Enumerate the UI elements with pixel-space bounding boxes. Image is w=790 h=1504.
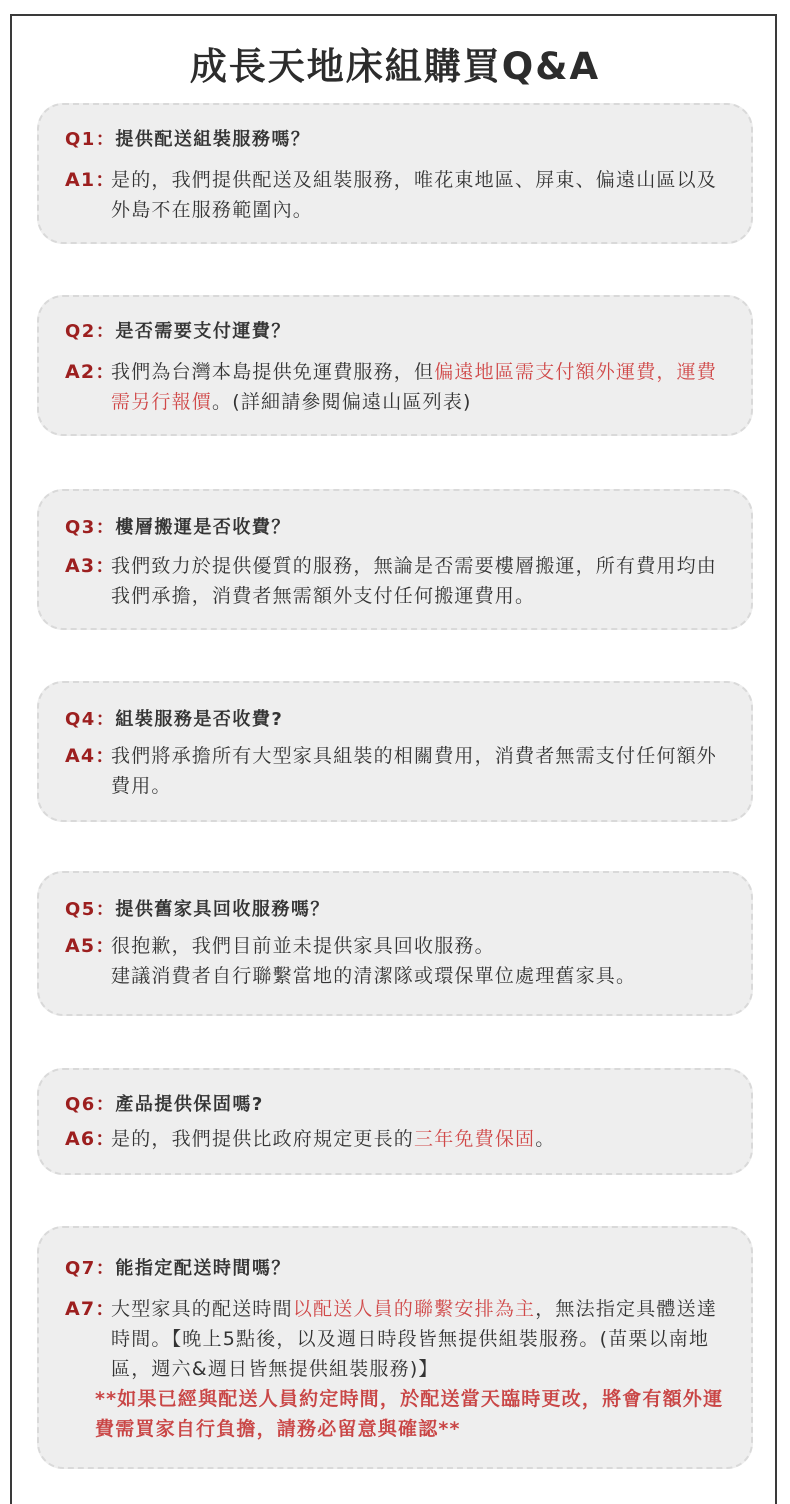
answer-6 [65, 1124, 729, 1154]
answer-text: 很抱歉，我們目前並未提供家具回收服務。 建議消費者自行聯繫當地的清潔隊或環保單位處理舊家具。 [111, 935, 637, 987]
answer-text: 大型家具的配送時間以配送人員的聯繫安排為主，無法指定具體送達時間。【晚上5點後，以及週日時段皆無提供組裝服務。(苗栗以南地區，週六&週日皆無提供組裝服務)】 [111, 1298, 718, 1380]
answer-1 [65, 165, 729, 225]
answer-text: 我們將承擔所有大型家具組裝的相關費用，消費者無需支付任何額外費用。 [111, 745, 718, 797]
question-4 [65, 705, 283, 731]
question-3 [65, 513, 291, 539]
warning-note: **如果已經與配送人員約定時間，於配送當天臨時更改，將會有額外運費需買家自行負擔，請務必留意與確認** [95, 1388, 724, 1440]
answer-label: A5： [65, 935, 116, 957]
question-text: 組裝服務是否收費? [115, 709, 284, 730]
question-label: Q7： [65, 1258, 116, 1279]
answer-2 [65, 357, 729, 417]
faq-card-1 [37, 103, 753, 244]
question-label: Q2： [65, 321, 116, 342]
highlight-text: 三年免費保固 [414, 1128, 536, 1150]
question-5 [65, 895, 330, 921]
faq-card-6 [37, 1068, 753, 1175]
answer-text: 是的，我們提供比政府規定更長的三年免費保固。 [111, 1128, 556, 1150]
faq-card-7 [37, 1226, 753, 1469]
question-6 [65, 1090, 264, 1116]
answer-label: A6： [65, 1128, 116, 1150]
question-1 [65, 125, 310, 151]
question-label: Q6： [65, 1094, 116, 1115]
answer-7 [65, 1294, 729, 1444]
answer-text: 是的，我們提供配送及組裝服務，唯花東地區、屏東、偏遠山區以及外島不在服務範圍內。 [111, 169, 718, 221]
question-7 [65, 1254, 291, 1280]
question-text: 產品提供保固嗎? [115, 1094, 264, 1115]
highlight-text: 以配送人員的聯繫安排為主 [292, 1298, 536, 1320]
faq-card-2 [37, 295, 753, 436]
page-title: 成長天地床組購買Q&A [189, 45, 601, 88]
answer-label: A2： [65, 361, 116, 383]
question-text: 提供舊家具回收服務嗎？ [115, 899, 330, 920]
question-label: Q5： [65, 899, 116, 920]
answer-label: A1： [65, 169, 116, 191]
question-text: 提供配送組裝服務嗎？ [115, 129, 311, 150]
answer-label: A7： [65, 1298, 116, 1320]
answer-text: 我們為台灣本島提供免運費服務，但偏遠地區需支付額外運費，運費需另行報價。(詳細請參閱偏遠山區列表) [111, 361, 718, 413]
faq-card-4 [37, 681, 753, 822]
question-text: 能指定配送時間嗎？ [115, 1258, 291, 1279]
answer-label: A3： [65, 555, 116, 577]
faq-card-5 [37, 871, 753, 1016]
answer-label: A4： [65, 745, 116, 767]
question-label: Q1： [65, 129, 116, 150]
answer-text: 我們致力於提供優質的服務，無論是否需要樓層搬運，所有費用均由我們承擔，消費者無需額外支付任何搬運費用。 [111, 555, 718, 607]
answer-4 [65, 741, 729, 801]
highlight-text: 偏遠地區需支付額外運費，運費需另行報價 [111, 361, 718, 413]
faq-card-3 [37, 489, 753, 630]
question-text: 是否需要支付運費？ [115, 321, 291, 342]
answer-3 [65, 551, 729, 611]
answer-5 [65, 931, 729, 991]
question-2 [65, 317, 291, 343]
question-label: Q4： [65, 709, 116, 730]
question-text: 樓層搬運是否收費？ [115, 517, 291, 538]
question-label: Q3： [65, 517, 116, 538]
